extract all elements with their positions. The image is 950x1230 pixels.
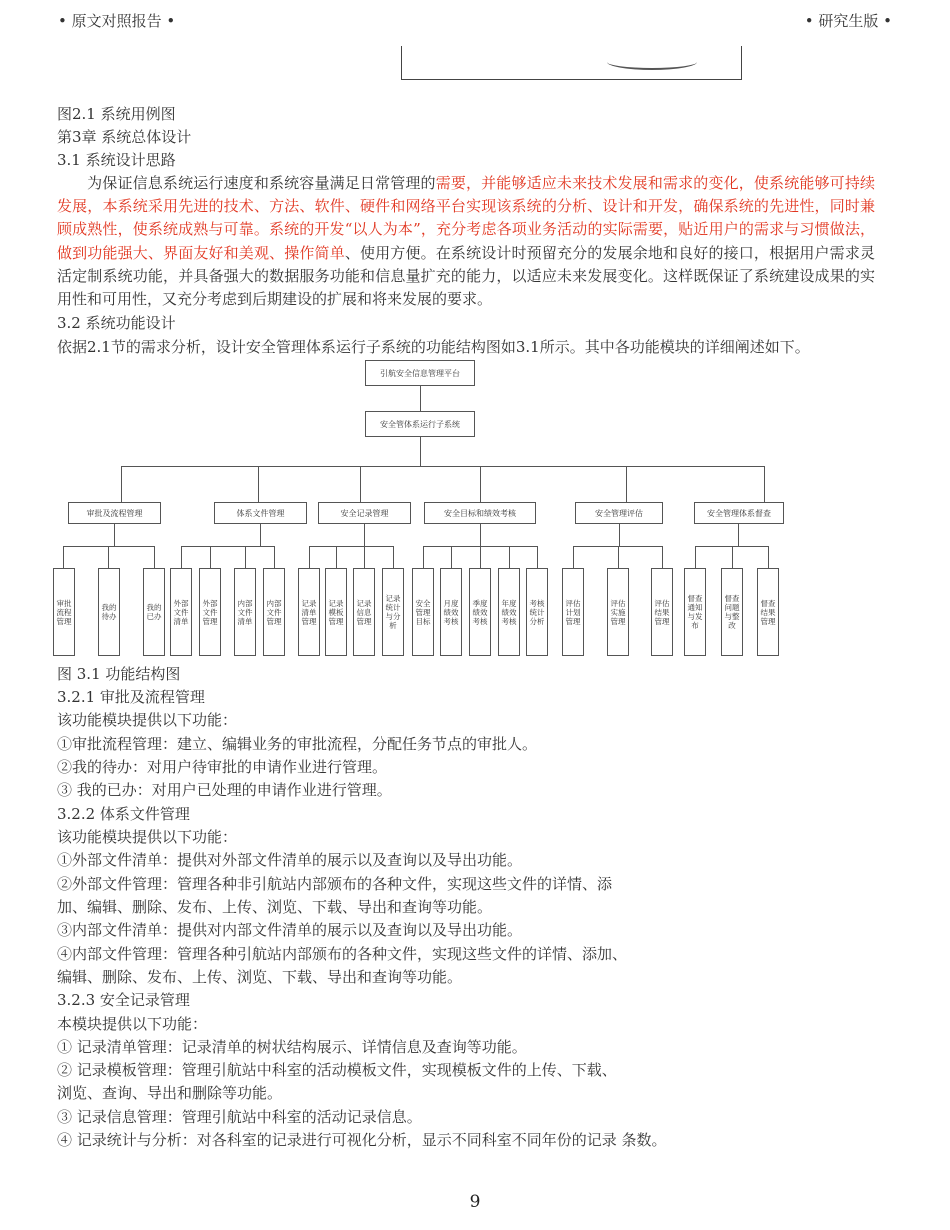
leaf-node: 外部文件清单: [170, 568, 192, 656]
header-right: • 研究生版 •: [804, 12, 892, 30]
leaf-node: 我的已办: [143, 568, 165, 656]
section-3-2-2-title: 3.2.2 体系文件管理: [57, 805, 190, 823]
leaf-node: 督查结果管理: [757, 568, 779, 656]
section-3-2-3-title: 3.2.3 安全记录管理: [57, 991, 190, 1009]
diagram-subsystem-node: 安全管体系运行子系统: [365, 411, 475, 437]
section-3-2-text: 依据2.1节的需求分析，设计安全管理体系运行子系统的功能结构图如3.1所示。其中各功能模块的详细阐述如下。: [57, 338, 810, 356]
section-3-2-1-title: 3.2.1 审批及流程管理: [57, 688, 205, 706]
module-node-5: 安全管理评估: [575, 502, 663, 524]
text-line: 浏览、查询、导出和删除等功能。: [57, 1084, 283, 1102]
section-3-1-paragraph: [57, 172, 875, 311]
leaf-node: 督查通知与发布: [684, 568, 706, 656]
text-line: ② 记录模板管理：管理引航站中科室的活动模板文件，实现模板文件的上传、下载、: [57, 1061, 617, 1079]
text-line: 本模块提供以下功能：: [57, 1015, 208, 1033]
module-node-2: 体系文件管理: [214, 502, 307, 524]
module-node-4: 安全目标和绩效考核: [424, 502, 536, 524]
text-line: 编辑、删除、发布、上传、浏览、下载、导出和查询等功能。: [57, 968, 463, 986]
para-highlight: 需要，并能够适应未来技术发展和需求的变化，使系统能够可持续发展，本系统采用先进的技术、方法、软件、硬件和网络平台实现该系统的分析、设计和开发，确保系统的先进性，同时兼顾成熟性，使系统成熟与可靠。系统的开发“以人为本”，充分考虑各项业务活动的实际需要，贴近用户的需求与习惯做法，做到功能强大、界面友好和美观、操作简单: [57, 174, 875, 262]
leaf-node: 审批流程管理: [53, 568, 75, 656]
text-line: 该功能模块提供以下功能：: [57, 828, 238, 846]
figure-3-1-caption: 图 3.1 功能结构图: [57, 665, 181, 683]
page-number: 9: [469, 1192, 481, 1212]
leaf-node: 月度绩效考核: [440, 568, 462, 656]
leaf-node: 评估结果管理: [651, 568, 673, 656]
leaf-node: 记录统计与分析: [382, 568, 404, 656]
text-line: ③内部文件清单：提供对内部文件清单的展示以及查询以及导出功能。: [57, 921, 523, 939]
leaf-node: 安全管理目标: [412, 568, 434, 656]
module-node-3: 安全记录管理: [318, 502, 411, 524]
text-line: ①外部文件清单：提供对外部文件清单的展示以及查询以及导出功能。: [57, 851, 523, 869]
figure-2-1-caption: 图2.1 系统用例图: [57, 105, 176, 123]
leaf-node: 内部文件管理: [263, 568, 285, 656]
text-line: 该功能模块提供以下功能：: [57, 711, 238, 729]
leaf-node: 记录信息管理: [353, 568, 375, 656]
text-line: ④内部文件管理：管理各种引航站内部颁布的各种文件，实现这些文件的详情、添加、: [57, 945, 628, 963]
leaf-node: 督查问题与整改: [721, 568, 743, 656]
para-plain-2: 、使用方便。在系统设计时预留充分的发展余地和良好的接口，根据用户需求灵活定制系统功能，并具备强大的数据服务功能和信息量扩充的能力，以适应未来发展变化。这样既保证了系统建设成果的实用性和可用性，又充分考虑到后期建设的扩展和将来发展的要求。: [57, 243, 875, 309]
leaf-node: 内部文件清单: [234, 568, 256, 656]
leaf-node: 考核统计分析: [526, 568, 548, 656]
function-structure-diagram: [52, 358, 792, 660]
module-node-6: 安全管理体系督查: [694, 502, 784, 524]
chapter-title: 第3章 系统总体设计: [57, 128, 192, 146]
section-3-2-title: 3.2 系统功能设计: [57, 314, 176, 332]
text-line: ③ 记录信息管理：管理引航站中科室的活动记录信息。: [57, 1108, 422, 1126]
module-node-1: 审批及流程管理: [68, 502, 161, 524]
leaf-node: 季度绩效考核: [469, 568, 491, 656]
leaf-node: 年度绩效考核: [498, 568, 520, 656]
text-line: ④ 记录统计与分析：对各科室的记录进行可视化分析，显示不同科室不同年份的记录 条数。: [57, 1131, 667, 1149]
para-plain-1: 为保证信息系统运行速度和系统容量满足日常管理的: [87, 174, 436, 192]
text-line: ③ 我的已办：对用户已处理的申请作业进行管理。: [57, 781, 392, 799]
figure-arc: [607, 54, 697, 70]
text-line: ① 记录清单管理：记录清单的树状结构展示、详情信息及查询等功能。: [57, 1038, 527, 1056]
section-3-1-title: 3.1 系统设计思路: [57, 151, 176, 169]
leaf-node: 评估实施管理: [607, 568, 629, 656]
leaf-node: 记录模板管理: [325, 568, 347, 656]
leaf-node: 评估计划管理: [562, 568, 584, 656]
text-line: ②我的待办：对用户待审批的申请作业进行管理。: [57, 758, 388, 776]
diagram-root-node: 引航安全信息管理平台: [365, 360, 475, 386]
text-line: ①审批流程管理：建立、编辑业务的审批流程，分配任务节点的审批人。: [57, 735, 538, 753]
text-line: ②外部文件管理：管理各种非引航站内部颁布的各种文件，实现这些文件的详情、添: [57, 875, 613, 893]
use-case-figure-fragment: [401, 46, 742, 80]
header-left: • 原文对照报告 •: [58, 12, 176, 30]
leaf-node: 记录清单管理: [298, 568, 320, 656]
text-line: 加、编辑、删除、发布、上传、浏览、下载、导出和查询等功能。: [57, 898, 493, 916]
leaf-node: 外部文件管理: [199, 568, 221, 656]
leaf-node: 我的待办: [98, 568, 120, 656]
